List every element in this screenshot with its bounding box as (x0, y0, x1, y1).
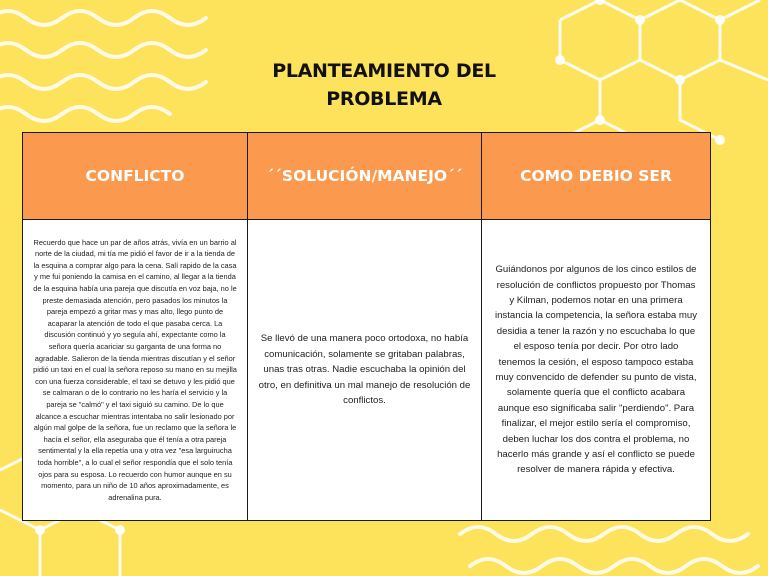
wave-line (0, 43, 206, 57)
header-solucion-manejo: ´´SOLUCIÓN/MANEJO´´ (248, 133, 482, 220)
cell-como-debio-ser: Guiándonos por algunos de los cinco estilos de resolución de conflictos propuesto por Thomas y Kilman, podemos notar en una primera instancia la competencia, la señora estaba muy desidia a tener la razón y no escuchaba lo que el esposo tenía por decir. Por otro lado tenemos la cesión, el esposo tampoco estaba muy convencido de defender su punto de vista, solamente quería que el conflicto acabara aunque eso significaba salir "perdiendo". Para finalizar, el mejor estilo sería el compromiso, deben luchar los dos contra el problema, no hacerlo más grande y así el conflicto se puede resolver de manera rápida y efectiva. (482, 220, 711, 521)
cell-solucion: Se llevó de una manera poco ortodoxa, no había comunicación, solamente se gritaban palabras, unas tras otras. Nadie escuchaba la opinión del otro, en definitiva un mal manejo de resolución de conflictos. (248, 220, 482, 521)
node-dot (595, 115, 605, 125)
hexagon-network (640, 0, 720, 80)
wave-line (0, 75, 206, 89)
title-line-1: PLANTEAMIENTO DEL (272, 60, 496, 82)
table-row (23, 220, 711, 521)
node-dot (675, 75, 685, 85)
hexagon-network (680, 80, 720, 140)
problem-table (22, 132, 711, 521)
node-dot (635, 15, 645, 25)
wave-line (470, 559, 758, 573)
node-dot (595, 0, 605, 5)
node-dot (715, 135, 725, 145)
table-header-row (23, 133, 711, 220)
wave-line (0, 107, 170, 121)
wave-line (0, 11, 206, 25)
cell-conflicto: Recuerdo que hace un par de años atrás, vivía en un barrio al norte de la ciudad, mi tía me pidió el favor de ir a la tienda de la esquina a comprar algo para la cena. Salí rapido de la casa y me fui poniendo la camisa en el camino, al llegar a la tienda de la esquina había una pareja que discutía en voz baja, no le preste demasiada atención, pero pasados los minutos la pareja empezó a gritar mas y mas alto, llego punto de acaparar la atención de todo el que pasaba cerca. La discusión continuó y yo seguía ahí, expectante como la señora quería acariciar su garganta de una forma no agradable. Salieron de la tienda mientras discutían y el señor pidió un taxi en el cual la señora reposo su mano en su mejilla con una fuerza considerable, el taxi se detuvo y les pidió que se calmaran o de lo contrario no les haría el servicio y la pareja se "calmó" y el taxi siguió su camino. De lo que alcance a escuchar mientras intentaba no salir lesionado por algún mal golpe de la señora, fue un reclamo que la señora le hacía el señor, ella aseguraba que él tenía a otra pareja sentimental y la ella repetía una y otra vez "esa larguirucha toda horrible", a lo cual el señor respondía que el solo tenía ojos para su esposa. Lo recuerdo con humor aunque en su momento, para un niño de 10 años aproximadamente, es adrenalina pura. (23, 220, 248, 521)
page-title (184, 57, 584, 113)
node-dot (715, 15, 725, 25)
header-conflicto: CONFLICTO (23, 133, 248, 220)
hexagon-network (720, 0, 768, 80)
wave-line (460, 527, 748, 541)
title-line-2: PROBLEMA (326, 88, 442, 110)
header-como-debio-ser: COMO DEBIO SER (482, 133, 711, 220)
node-dot (35, 525, 45, 535)
node-dot (115, 525, 125, 535)
